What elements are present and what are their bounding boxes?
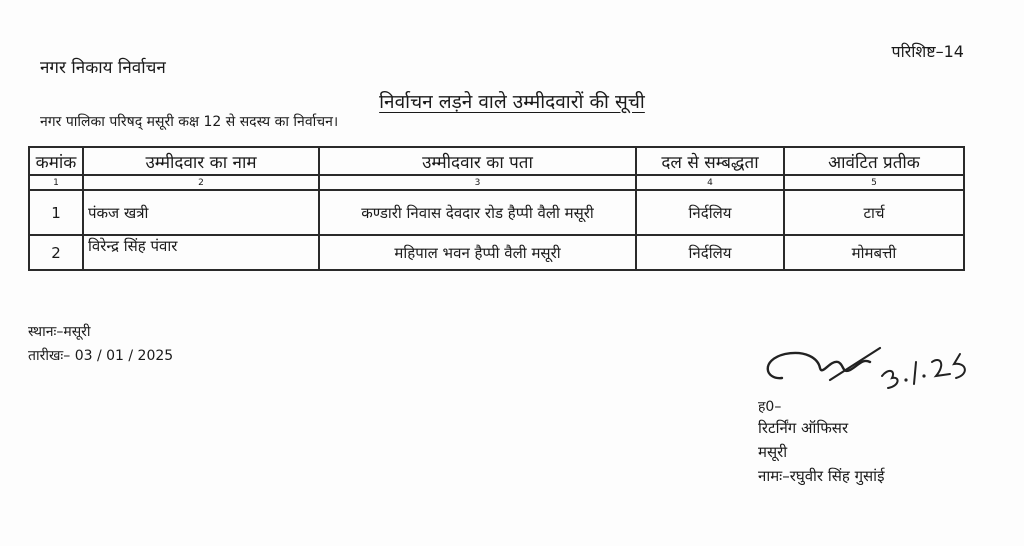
header-sno: कमांक (29, 147, 83, 175)
cell-symbol: टार्च (784, 190, 964, 235)
cell-address: महिपाल भवन हैप्पी वैली मसूरी (319, 235, 636, 270)
officer-name: नामः–रघुवीर सिंह गुसांई (758, 467, 885, 485)
col-number: 3 (319, 175, 636, 190)
col-number: 4 (636, 175, 784, 190)
document-subtitle: नगर पालिका परिषद् मसूरी कक्ष 12 से सदस्य का निर्वाचन। (40, 114, 339, 130)
cell-name: पंकज खत्री (83, 190, 319, 235)
header-name: उम्मीदवार का नाम (83, 147, 319, 175)
cell-sno: 1 (29, 190, 83, 235)
table-row (29, 235, 964, 270)
table-row (29, 190, 964, 235)
col-number: 1 (29, 175, 83, 190)
officer-role: रिटर्निंग ऑफिसर (758, 419, 849, 437)
org-heading: नगर निकाय निर्वाचन (40, 58, 166, 78)
signature-prefix: ह0– (758, 399, 782, 415)
cell-name: विरेन्द्र सिंह पंवार (83, 235, 319, 270)
table-header-row (29, 147, 964, 175)
cell-symbol: मोमबत्ती (784, 235, 964, 270)
header-symbol: आवंटित प्रतीक (784, 147, 964, 175)
candidates-table (28, 146, 965, 271)
column-number-row (29, 175, 964, 190)
document-title: निर्वाचन लड़ने वाले उम्मीदवारों की सूची (379, 91, 645, 113)
cell-address: कण्डारी निवास देवदार रोड हैप्पी वैली मसूरी (319, 190, 636, 235)
col-number: 2 (83, 175, 319, 190)
appendix-label: परिशिष्ट–14 (891, 42, 964, 61)
place-label: स्थानः–मसूरी (28, 324, 91, 340)
cell-party: निर्दलिय (636, 235, 784, 270)
date-label: तारीखः– 03 / 01 / 2025 (28, 348, 174, 364)
cell-party: निर्दलिय (636, 190, 784, 235)
officer-place: मसूरी (758, 443, 788, 461)
header-address: उम्मीदवार का पता (319, 147, 636, 175)
header-party: दल से सम्बद्धता (636, 147, 784, 175)
handwritten-signature (760, 340, 990, 400)
cell-sno: 2 (29, 235, 83, 270)
col-number: 5 (784, 175, 964, 190)
